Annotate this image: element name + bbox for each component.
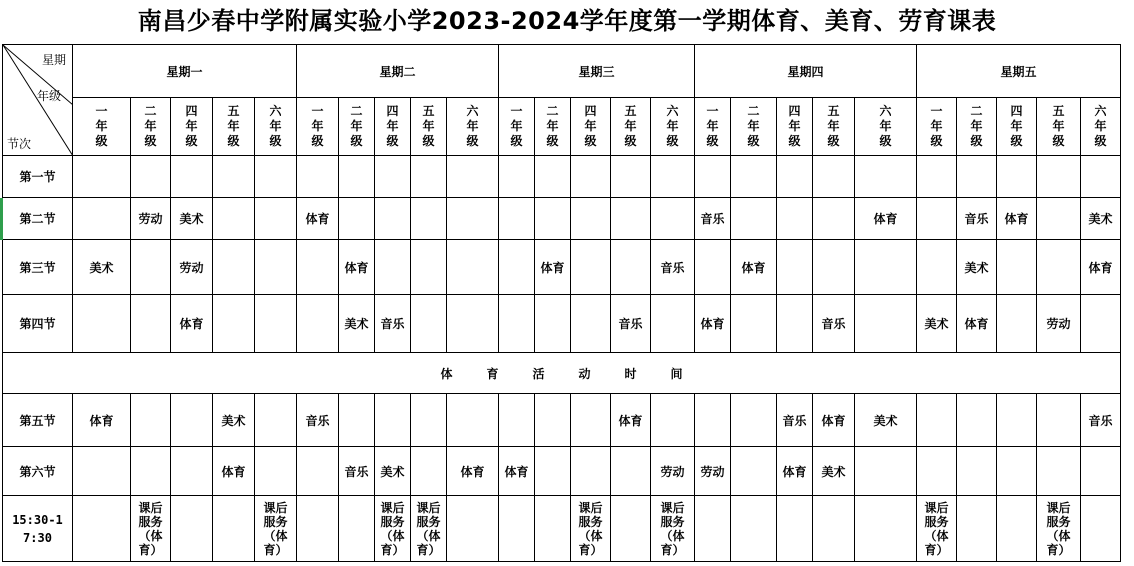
schedule-cell: 体育 [499,447,535,496]
service-cell [73,496,131,562]
schedule-cell: 美术 [339,295,375,353]
schedule-cell [695,156,731,198]
service-cell [297,496,339,562]
service-cell [499,496,535,562]
corner-week-label: 星期 [41,53,66,67]
schedule-cell: 美术 [73,240,131,295]
schedule-cell: 美术 [213,394,255,447]
schedule-cell [777,240,813,295]
schedule-cell [213,156,255,198]
schedule-cell [411,394,447,447]
grade-label: 一年级 [930,104,943,148]
grade-label: 一年级 [510,104,523,148]
schedule-cell [777,198,813,240]
schedule-cell [339,156,375,198]
schedule-cell [813,240,855,295]
schedule-cell [651,394,695,447]
grade-label: 二年级 [144,104,157,148]
schedule-cell [731,198,777,240]
service-cell [171,496,213,562]
service-cell [1081,496,1121,562]
service-cell [571,496,611,562]
service-cell [651,496,695,562]
grade-label: 四年级 [584,104,597,148]
grade-label: 五年级 [624,104,637,148]
schedule-cell: 体育 [535,240,571,295]
grade-header [255,98,297,156]
grade-header [917,98,957,156]
service-cell-text: 课后服务（体育） [263,500,288,557]
schedule-cell [731,447,777,496]
schedule-cell [611,198,651,240]
schedule-cell [213,240,255,295]
corner-header [3,45,73,156]
schedule-cell [447,156,499,198]
grade-label: 一年级 [706,104,719,148]
schedule-cell: 美术 [855,394,917,447]
schedule-cell [171,447,213,496]
service-cell [855,496,917,562]
service-cell [997,496,1037,562]
schedule-cell: 音乐 [611,295,651,353]
schedule-cell: 音乐 [813,295,855,353]
activity-banner: 体育活动时间 [3,353,1121,394]
schedule-cell [855,240,917,295]
grade-header [499,98,535,156]
service-cell-text: 课后服务（体育） [660,500,685,557]
service-cell [213,496,255,562]
schedule-cell: 体育 [447,447,499,496]
schedule-cell [1081,295,1121,353]
grade-label: 二年级 [970,104,983,148]
schedule-cell [731,394,777,447]
schedule-cell [571,394,611,447]
schedule-cell: 美术 [917,295,957,353]
schedule-cell [855,447,917,496]
row-selection-marker [0,198,3,240]
schedule-cell: 体育 [1081,240,1121,295]
grade-label: 四年级 [386,104,399,148]
day-header: 星期五 [917,45,1121,98]
schedule-cell [535,156,571,198]
grade-label: 五年级 [1052,104,1065,148]
schedule-cell [131,295,171,353]
schedule-cell [447,394,499,447]
grade-header [535,98,571,156]
schedule-cell [297,240,339,295]
grade-label: 六年级 [466,104,479,148]
schedule-cell [957,447,997,496]
schedule-cell [447,198,499,240]
schedule-cell [535,447,571,496]
schedule-cell [813,198,855,240]
schedule-cell [411,198,447,240]
period-label: 第二节 [3,198,73,240]
grade-label: 四年级 [1010,104,1023,148]
schedule-cell [297,295,339,353]
schedule-cell: 劳动 [651,447,695,496]
schedule-cell [777,295,813,353]
schedule-cell: 美术 [375,447,411,496]
schedule-cell [535,394,571,447]
schedule-cell [571,198,611,240]
schedule-cell [255,240,297,295]
schedule-cell: 音乐 [297,394,339,447]
grade-header [777,98,813,156]
grade-label: 四年级 [185,104,198,148]
schedule-cell: 体育 [213,447,255,496]
schedule-cell [611,240,651,295]
schedule-cell [297,156,339,198]
schedule-cell [375,156,411,198]
grade-header [339,98,375,156]
schedule-cell: 美术 [171,198,213,240]
schedule-cell [917,156,957,198]
grade-label: 六年级 [1094,104,1107,148]
period-label: 第三节 [3,240,73,295]
grade-header [611,98,651,156]
schedule-cell: 劳动 [695,447,731,496]
schedule-cell [255,295,297,353]
period-label: 第四节 [3,295,73,353]
grade-header [651,98,695,156]
schedule-cell [171,394,213,447]
schedule-cell [855,295,917,353]
grade-header [73,98,131,156]
schedule-cell [73,156,131,198]
service-cell-text: 课后服务（体育） [380,500,405,557]
schedule-cell [131,447,171,496]
schedule-cell [73,447,131,496]
service-time-text: 15:30-17:30 [12,512,63,545]
grade-header [695,98,731,156]
schedule-cell [611,447,651,496]
service-cell [917,496,957,562]
schedule-cell [571,295,611,353]
schedule-cell [917,394,957,447]
grade-header [957,98,997,156]
grade-label: 四年级 [788,104,801,148]
schedule-cell [131,240,171,295]
service-cell-text: 课后服务（体育） [924,500,949,557]
service-cell [375,496,411,562]
schedule-cell [731,156,777,198]
schedule-cell [499,394,535,447]
schedule-cell: 体育 [73,394,131,447]
grade-header [1037,98,1081,156]
schedule-cell [171,156,213,198]
schedule-cell [447,240,499,295]
service-cell [957,496,997,562]
schedule-cell: 音乐 [695,198,731,240]
schedule-cell [339,198,375,240]
schedule-cell [255,394,297,447]
schedule-cell: 劳动 [131,198,171,240]
grade-label: 一年级 [95,104,108,148]
schedule-cell: 音乐 [375,295,411,353]
service-cell [535,496,571,562]
schedule-cell [255,447,297,496]
service-cell-text: 课后服务（体育） [138,500,163,557]
schedule-cell [499,240,535,295]
schedule-cell [813,156,855,198]
schedule-cell: 音乐 [777,394,813,447]
schedule-cell [651,198,695,240]
schedule-cell [731,295,777,353]
schedule-cell [411,240,447,295]
schedule-cell [777,156,813,198]
schedule-cell [855,156,917,198]
schedule-cell: 劳动 [1037,295,1081,353]
schedule-cell [1081,156,1121,198]
period-label: 第一节 [3,156,73,198]
schedule-cell: 体育 [297,198,339,240]
grade-label: 六年级 [269,104,282,148]
service-cell [339,496,375,562]
service-cell [255,496,297,562]
schedule-cell: 体育 [695,295,731,353]
schedule-cell [571,240,611,295]
schedule-cell [997,394,1037,447]
service-time [3,496,73,562]
service-cell [131,496,171,562]
service-cell [731,496,777,562]
schedule-cell [375,240,411,295]
grade-label: 二年级 [747,104,760,148]
schedule-cell: 体育 [731,240,777,295]
day-header: 星期二 [297,45,499,98]
schedule-cell [1037,156,1081,198]
schedule-table [2,44,1121,562]
schedule-cell [917,447,957,496]
schedule-cell: 体育 [997,198,1037,240]
service-cell [611,496,651,562]
period-label: 第五节 [3,394,73,447]
schedule-cell [73,295,131,353]
schedule-cell [695,394,731,447]
schedule-cell [411,156,447,198]
grade-header [813,98,855,156]
schedule-cell: 音乐 [339,447,375,496]
grade-label: 五年级 [422,104,435,148]
grade-header [997,98,1037,156]
schedule-cell: 美术 [813,447,855,496]
schedule-cell [535,198,571,240]
schedule-cell [499,156,535,198]
schedule-cell [1037,394,1081,447]
grade-header [1081,98,1121,156]
schedule-cell [131,156,171,198]
service-cell [447,496,499,562]
schedule-cell: 音乐 [957,198,997,240]
schedule-cell: 劳动 [171,240,213,295]
schedule-cell [1081,447,1121,496]
schedule-cell [213,198,255,240]
schedule-cell [411,295,447,353]
grade-header [171,98,213,156]
grade-header [297,98,339,156]
schedule-cell: 体育 [339,240,375,295]
schedule-cell: 体育 [777,447,813,496]
schedule-cell: 体育 [813,394,855,447]
grade-label: 五年级 [227,104,240,148]
schedule-cell: 体育 [957,295,997,353]
schedule-cell [917,240,957,295]
grade-header [447,98,499,156]
grade-header [571,98,611,156]
grade-label: 二年级 [350,104,363,148]
schedule-cell [535,295,571,353]
schedule-cell: 体育 [855,198,917,240]
schedule-cell: 音乐 [651,240,695,295]
grade-header [731,98,777,156]
schedule-cell [297,447,339,496]
grade-label: 五年级 [827,104,840,148]
service-cell-text: 课后服务（体育） [578,500,603,557]
service-cell-text: 课后服务（体育） [1046,500,1071,557]
schedule-cell [499,198,535,240]
grade-header [855,98,917,156]
grade-label: 二年级 [546,104,559,148]
day-header: 星期四 [695,45,917,98]
schedule-cell: 体育 [171,295,213,353]
schedule-cell: 体育 [611,394,651,447]
schedule-title: 南昌少春中学附属实验小学2023-2024学年度第一学期体育、美育、劳育课表 [137,7,997,35]
grade-header [411,98,447,156]
schedule-cell [213,295,255,353]
schedule-cell [73,198,131,240]
schedule-cell: 音乐 [1081,394,1121,447]
schedule-cell [1037,198,1081,240]
schedule-cell [447,295,499,353]
schedule-cell [499,295,535,353]
schedule-cell [411,447,447,496]
grade-header [131,98,171,156]
schedule-cell [695,240,731,295]
grade-header [375,98,411,156]
period-label: 第六节 [3,447,73,496]
service-cell-text: 课后服务（体育） [416,500,441,557]
corner-period-label: 节次 [7,137,32,151]
schedule-cell [1037,240,1081,295]
corner-grade-label: 年级 [37,89,62,103]
schedule-cell [375,198,411,240]
schedule-cell [1037,447,1081,496]
schedule-cell [255,198,297,240]
schedule-cell [611,156,651,198]
schedule-cell [255,156,297,198]
schedule-cell [997,295,1037,353]
schedule-cell [571,447,611,496]
grade-label: 六年级 [666,104,679,148]
service-cell [777,496,813,562]
grade-header [213,98,255,156]
schedule-cell [375,394,411,447]
schedule-cell [651,295,695,353]
schedule-cell [571,156,611,198]
service-cell [1037,496,1081,562]
schedule-cell [957,156,997,198]
day-header: 星期三 [499,45,695,98]
grade-label: 一年级 [311,104,324,148]
schedule-cell [997,240,1037,295]
service-cell [813,496,855,562]
schedule-cell [917,198,957,240]
day-header: 星期一 [73,45,297,98]
schedule-cell [651,156,695,198]
schedule-cell [997,447,1037,496]
schedule-cell: 美术 [957,240,997,295]
service-cell [411,496,447,562]
schedule-cell [997,156,1037,198]
schedule-cell [957,394,997,447]
schedule-cell [339,394,375,447]
service-cell [695,496,731,562]
grade-label: 六年级 [879,104,892,148]
schedule-cell: 美术 [1081,198,1121,240]
schedule-cell [131,394,171,447]
